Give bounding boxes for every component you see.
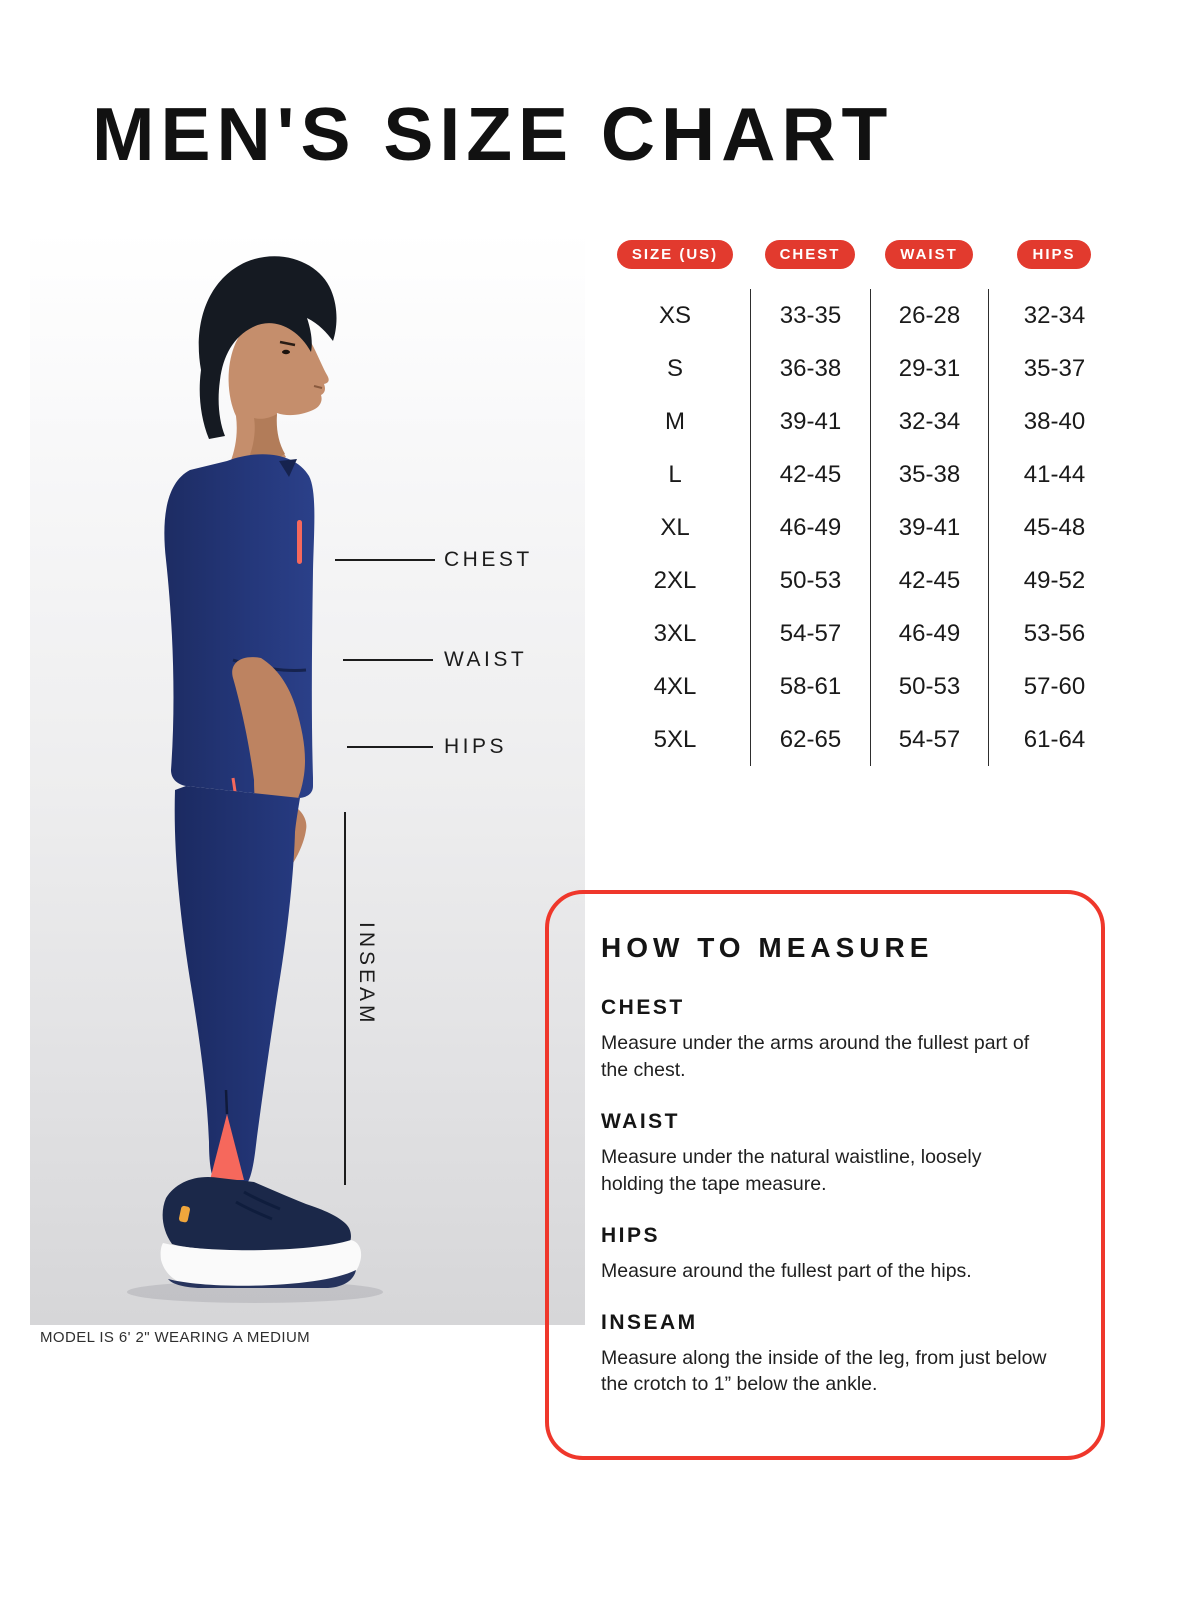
chest-cell: 36-38 [750,342,870,395]
model-illustration [30,230,585,1325]
page-title: MEN'S SIZE CHART [92,92,894,176]
hips-cell: 57-60 [988,660,1120,713]
hips-cell: 45-48 [988,501,1120,554]
measure-section-text: Measure along the inside of the leg, from just below the crotch to 1” below the ankle. [601,1346,1047,1396]
size-cell: 2XL [653,566,697,594]
waist-cell: 50-53 [870,660,988,713]
hips-cell: 35-37 [988,342,1120,395]
size-cell: 4XL [653,672,697,700]
model-caption: MODEL IS 6' 2" WEARING A MEDIUM [40,1329,311,1346]
chest-cell: 62-65 [750,713,870,766]
ankle-zip [226,1090,227,1114]
chest-cell: 33-35 [750,289,870,342]
column-header-cell [870,240,988,269]
chest-pocket-trim [297,520,302,564]
size-table [600,240,1120,766]
chest-label: CHEST [444,548,533,571]
measure-section [601,996,1049,1084]
waist-label: WAIST [444,648,528,671]
hips-cell: 38-40 [988,395,1120,448]
chest-cell: 50-53 [750,554,870,607]
how-to-measure-box [545,890,1105,1460]
waist-cell: 46-49 [870,607,988,660]
hips-cell: 32-34 [988,289,1120,342]
column-header-cell [600,240,750,269]
size-cell: S [666,354,683,382]
hips-cell: 41-44 [988,448,1120,501]
column-header-pill: SIZE (US) [617,240,733,269]
size-cell: XS [658,301,691,329]
size-cell: L [668,460,682,488]
hips-cell: 49-52 [988,554,1120,607]
hips-cell: 61-64 [988,713,1120,766]
chest-cell: 39-41 [750,395,870,448]
measure-section [601,1224,1049,1285]
column-header-cell [988,240,1120,269]
scrub-pants [175,786,300,1186]
waist-cell: 54-57 [870,713,988,766]
measure-section [601,1311,1049,1399]
size-cell: M [665,407,685,435]
size-table-header [600,240,1120,269]
measure-section-heading: HIPS [601,1223,661,1247]
waist-cell: 32-34 [870,395,988,448]
column-header-cell [750,240,870,269]
measure-section [601,1110,1049,1198]
hips-measure-line [347,746,433,748]
how-to-measure-sections [601,996,1049,1398]
inseam-measure-line [344,812,346,1185]
size-cell: XL [660,513,690,541]
size-cell: 5XL [653,725,697,753]
waist-cell: 35-38 [870,448,988,501]
inseam-label: INSEAM [355,922,378,1027]
size-table-body [600,289,1120,766]
measure-section-text: Measure around the fullest part of the hips. [601,1259,972,1282]
size-cell: 3XL [653,619,697,647]
measure-section-text: Measure under the arms around the fullest part of the chest. [601,1032,1030,1081]
measure-section-heading: INSEAM [601,1310,698,1334]
waist-measure-line [343,659,433,661]
chest-cell: 54-57 [750,607,870,660]
waist-cell: 42-45 [870,554,988,607]
chest-measure-line [335,559,435,561]
chest-cell: 42-45 [750,448,870,501]
waist-cell: 39-41 [870,501,988,554]
waist-cell: 29-31 [870,342,988,395]
chest-cell: 46-49 [750,501,870,554]
measure-section-heading: WAIST [601,1109,680,1133]
hips-cell: 53-56 [988,607,1120,660]
column-header-pill: HIPS [1017,240,1090,269]
column-header-pill: WAIST [885,240,973,269]
waist-cell: 26-28 [870,289,988,342]
measure-section-heading: CHEST [601,996,685,1019]
how-to-measure-title: HOW TO MEASURE [601,932,934,963]
model-photo [30,230,585,1325]
measure-section-text: Measure under the natural waistline, loosely holding the tape measure. [601,1145,982,1195]
chest-cell: 58-61 [750,660,870,713]
hips-label: HIPS [444,735,508,758]
eye [282,350,290,354]
column-header-pill: CHEST [765,240,856,269]
